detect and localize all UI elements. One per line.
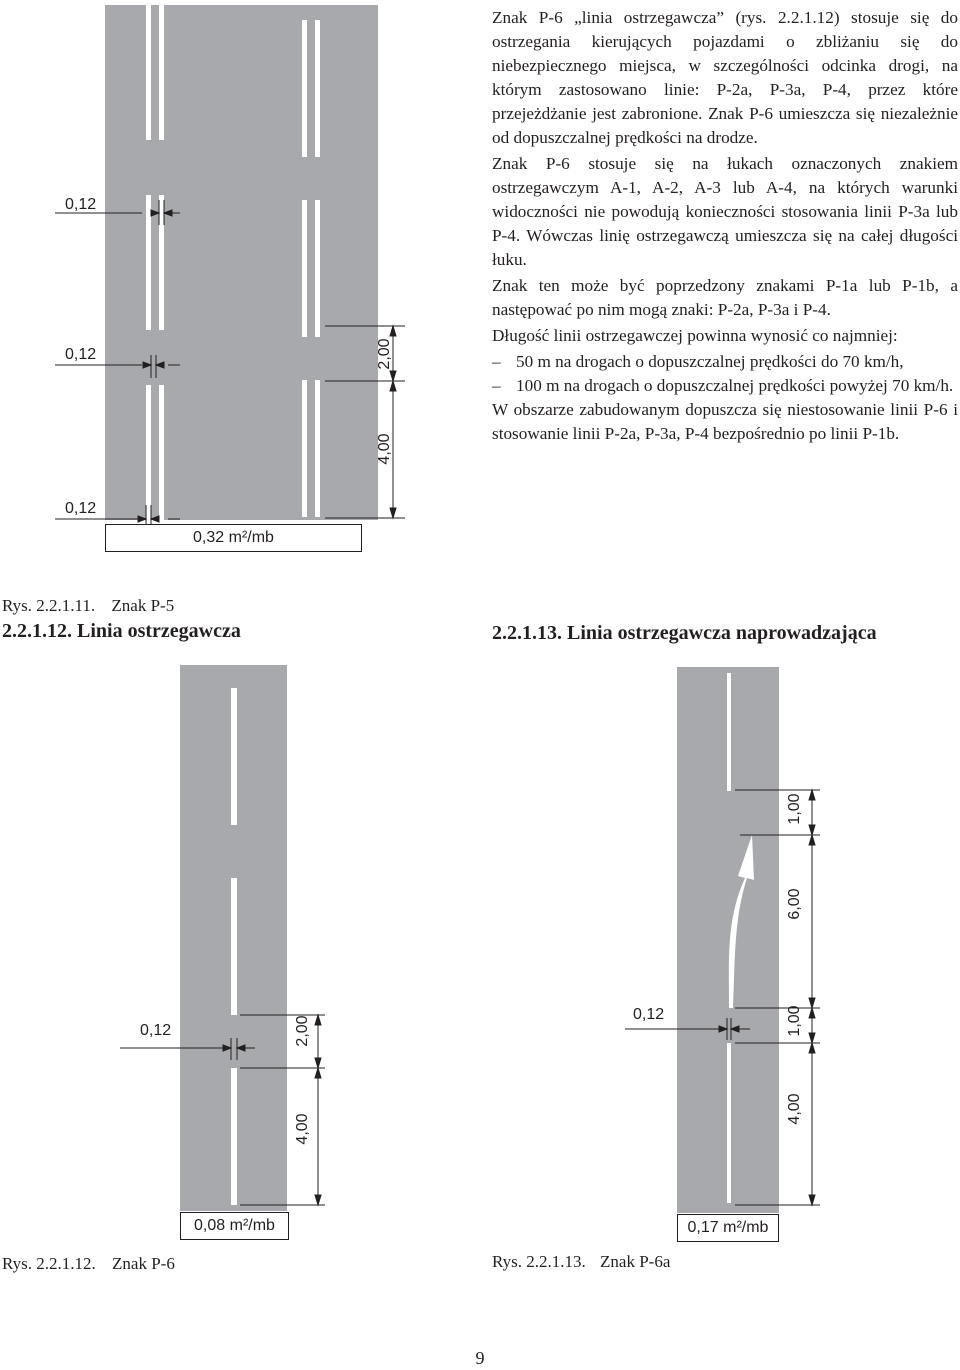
paragraph: Znak P-6 stosuje się na łukach oznaczonych znakiem ostrzegawczym A-1, A-2, A-3 lub A-4, na których warunki widoczności nie powodują konieczności stosowania linii P-3a lub P-4. Wówczas linię ostrzegawczą umieszcza się na całej długości łuku. bbox=[492, 154, 958, 269]
list-item-text: 50 m na drogach o dopuszczalnej prędkości do 70 km/h, bbox=[516, 352, 904, 371]
dim-label: 4,00 bbox=[786, 1093, 803, 1125]
dim-label: 0,12 bbox=[65, 500, 97, 517]
area-label: 0,08 m²/mb bbox=[180, 1212, 289, 1240]
caption-number: Rys. 2.2.1.11. bbox=[2, 596, 96, 615]
dim-label: 0,12 bbox=[65, 196, 97, 213]
paragraph: W obszarze zabudowanym dopuszcza się niestosowanie linii P-6 i stosowanie linii P-2a, P-3a, P-4 bezpośrednio po linii P-1b. bbox=[492, 400, 958, 443]
curved-arrow-icon bbox=[729, 835, 754, 1008]
dim-label: 2,00 bbox=[294, 1015, 311, 1047]
paragraph: Znak P-6 „linia ostrzegawcza” (rys. 2.2.1.12) stosuje się do ostrzegania kierujących pojazdami o zbliżaniu się do niebezpiecznego miejsca, w szczególności odcinka drogi, na którym zastosowano linie: P-2a, P-3a, P-4, przez które przejeżdżanie jest zabronione. Znak P-6 umieszcza się niezależnie od dopuszczalnej prędkości na drodze. bbox=[492, 8, 958, 147]
bullet-dash: – bbox=[492, 352, 501, 371]
caption-sign: Znak P-5 bbox=[111, 596, 175, 615]
caption-number: Rys. 2.2.1.12. bbox=[2, 1254, 96, 1273]
dim-label: 4,00 bbox=[376, 433, 393, 465]
list-item-text: 100 m na drogach o dopuszczalnej prędkości powyżej 70 km/h. bbox=[516, 376, 954, 395]
caption-number: Rys. 2.2.1.13. bbox=[492, 1252, 586, 1271]
dim-label: 0,12 bbox=[65, 346, 97, 363]
figure-caption bbox=[492, 1252, 670, 1272]
section-heading: 2.2.1.12. Linia ostrzegawcza bbox=[2, 620, 241, 642]
page-number: 9 bbox=[475, 1348, 485, 1368]
dim-label: 0,12 bbox=[140, 1022, 172, 1039]
section-heading: 2.2.1.13. Linia ostrzegawcza naprowadzająca bbox=[492, 622, 877, 644]
paragraph: Znak ten może być poprzedzony znakami P-1a lub P-1b, a następować po nim mogą znaki: P-2a, P-3a i P-4. bbox=[492, 276, 958, 319]
area-label: 0,17 m²/mb bbox=[677, 1214, 779, 1242]
caption-sign: Znak P-6 bbox=[112, 1254, 175, 1273]
dim-label: 6,00 bbox=[786, 888, 803, 920]
caption-sign: Znak P-6a bbox=[600, 1252, 671, 1271]
dim-label: 0,12 bbox=[633, 1006, 665, 1023]
dim-label: 4,00 bbox=[294, 1113, 311, 1145]
paragraph: Długość linii ostrzegawczej powinna wynosić co najmniej: bbox=[492, 326, 898, 345]
dim-label: 2,00 bbox=[376, 338, 393, 370]
area-label: 0,32 m²/mb bbox=[105, 524, 362, 552]
dim-label: 1,00 bbox=[786, 1005, 803, 1037]
dim-label: 1,00 bbox=[786, 793, 803, 825]
bullet-dash: – bbox=[492, 376, 501, 395]
